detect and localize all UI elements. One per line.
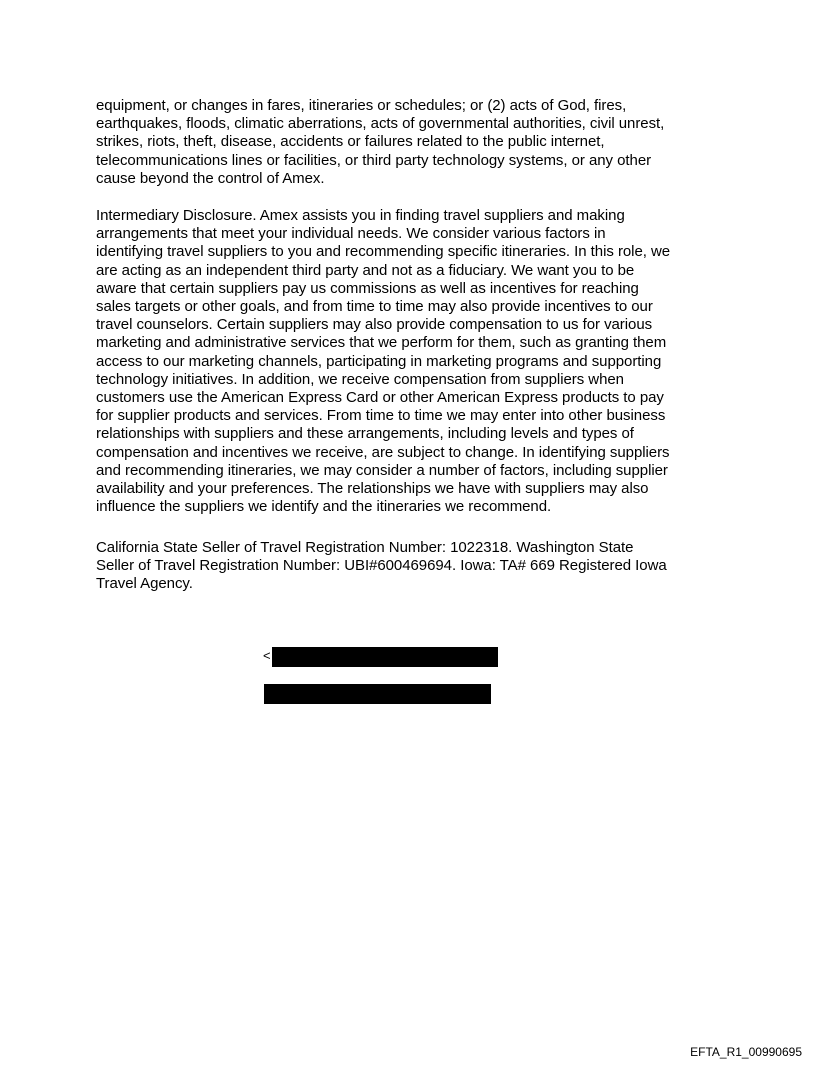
text-line: compensation and incentives we receive, are subject to change. In identifying suppliers (96, 443, 670, 461)
text-line: for supplier products and services. From time to time we may enter into other business (96, 407, 666, 425)
text-line: earthquakes, floods, climatic aberrations, acts of governmental authorities, civil unrest, (96, 115, 665, 133)
text-line: equipment, or changes in fares, itineraries or schedules; or (2) acts of God, fires, (96, 97, 627, 114)
text-line: technology initiatives. In addition, we receive compensation from suppliers when (96, 370, 624, 388)
text-line: Travel Agency. (96, 575, 193, 593)
text-line: Intermediary Disclosure. Amex assists you in finding travel suppliers and making (96, 207, 625, 224)
paragraph-registration-numbers (96, 539, 728, 594)
text-line: availability and your preferences. The relationships we have with suppliers may also (96, 480, 649, 498)
text-line: California State Seller of Travel Registration Number: 1022318. Washington State (96, 539, 634, 556)
paragraph-force-majeure (96, 97, 728, 188)
text-line: Seller of Travel Registration Number: UBI#600469694. Iowa: TA# 669 Registered Iowa (96, 557, 667, 575)
text-line: strikes, riots, theft, disease, accidents or failures related to the public internet, (96, 133, 605, 151)
text-line: cause beyond the control of Amex. (96, 169, 325, 187)
document-id-footer: EFTA_R1_00990695 (690, 1045, 802, 1059)
redaction-block (264, 684, 491, 704)
text-line: arrangements that meet your individual needs. We consider various factors in (96, 225, 606, 243)
redaction-block (272, 647, 498, 667)
text-line: relationships with suppliers and these arrangements, including levels and types of (96, 425, 634, 443)
text-line: telecommunications lines or facilities, or third party technology systems, or any other (96, 151, 652, 169)
text-line: access to our marketing channels, participating in marketing programs and supporting (96, 352, 662, 370)
text-line: influence the suppliers we identify and the itineraries we recommend. (96, 498, 552, 516)
text-line: identifying travel suppliers to you and recommending specific itineraries. In this role, we (96, 243, 671, 261)
text-line: customers use the American Express Card or other American Express products to pay (96, 389, 664, 407)
redaction-bracket: < (263, 648, 271, 663)
text-line: sales targets or other goals, and from time to time may also provide incentives to our (96, 298, 653, 316)
paragraph-intermediary-disclosure (96, 207, 728, 516)
text-line: are acting as an independent third party and not as a fiduciary. We want you to be (96, 261, 635, 279)
text-line: travel counselors. Certain suppliers may also provide compensation to us for various (96, 316, 653, 334)
text-line: aware that certain suppliers pay us commissions as well as incentives for reaching (96, 279, 639, 297)
text-line: and recommending itineraries, we may consider a number of factors, including supplier (96, 461, 668, 479)
text-line: marketing and administrative services that we perform for them, such as granting them (96, 334, 667, 352)
